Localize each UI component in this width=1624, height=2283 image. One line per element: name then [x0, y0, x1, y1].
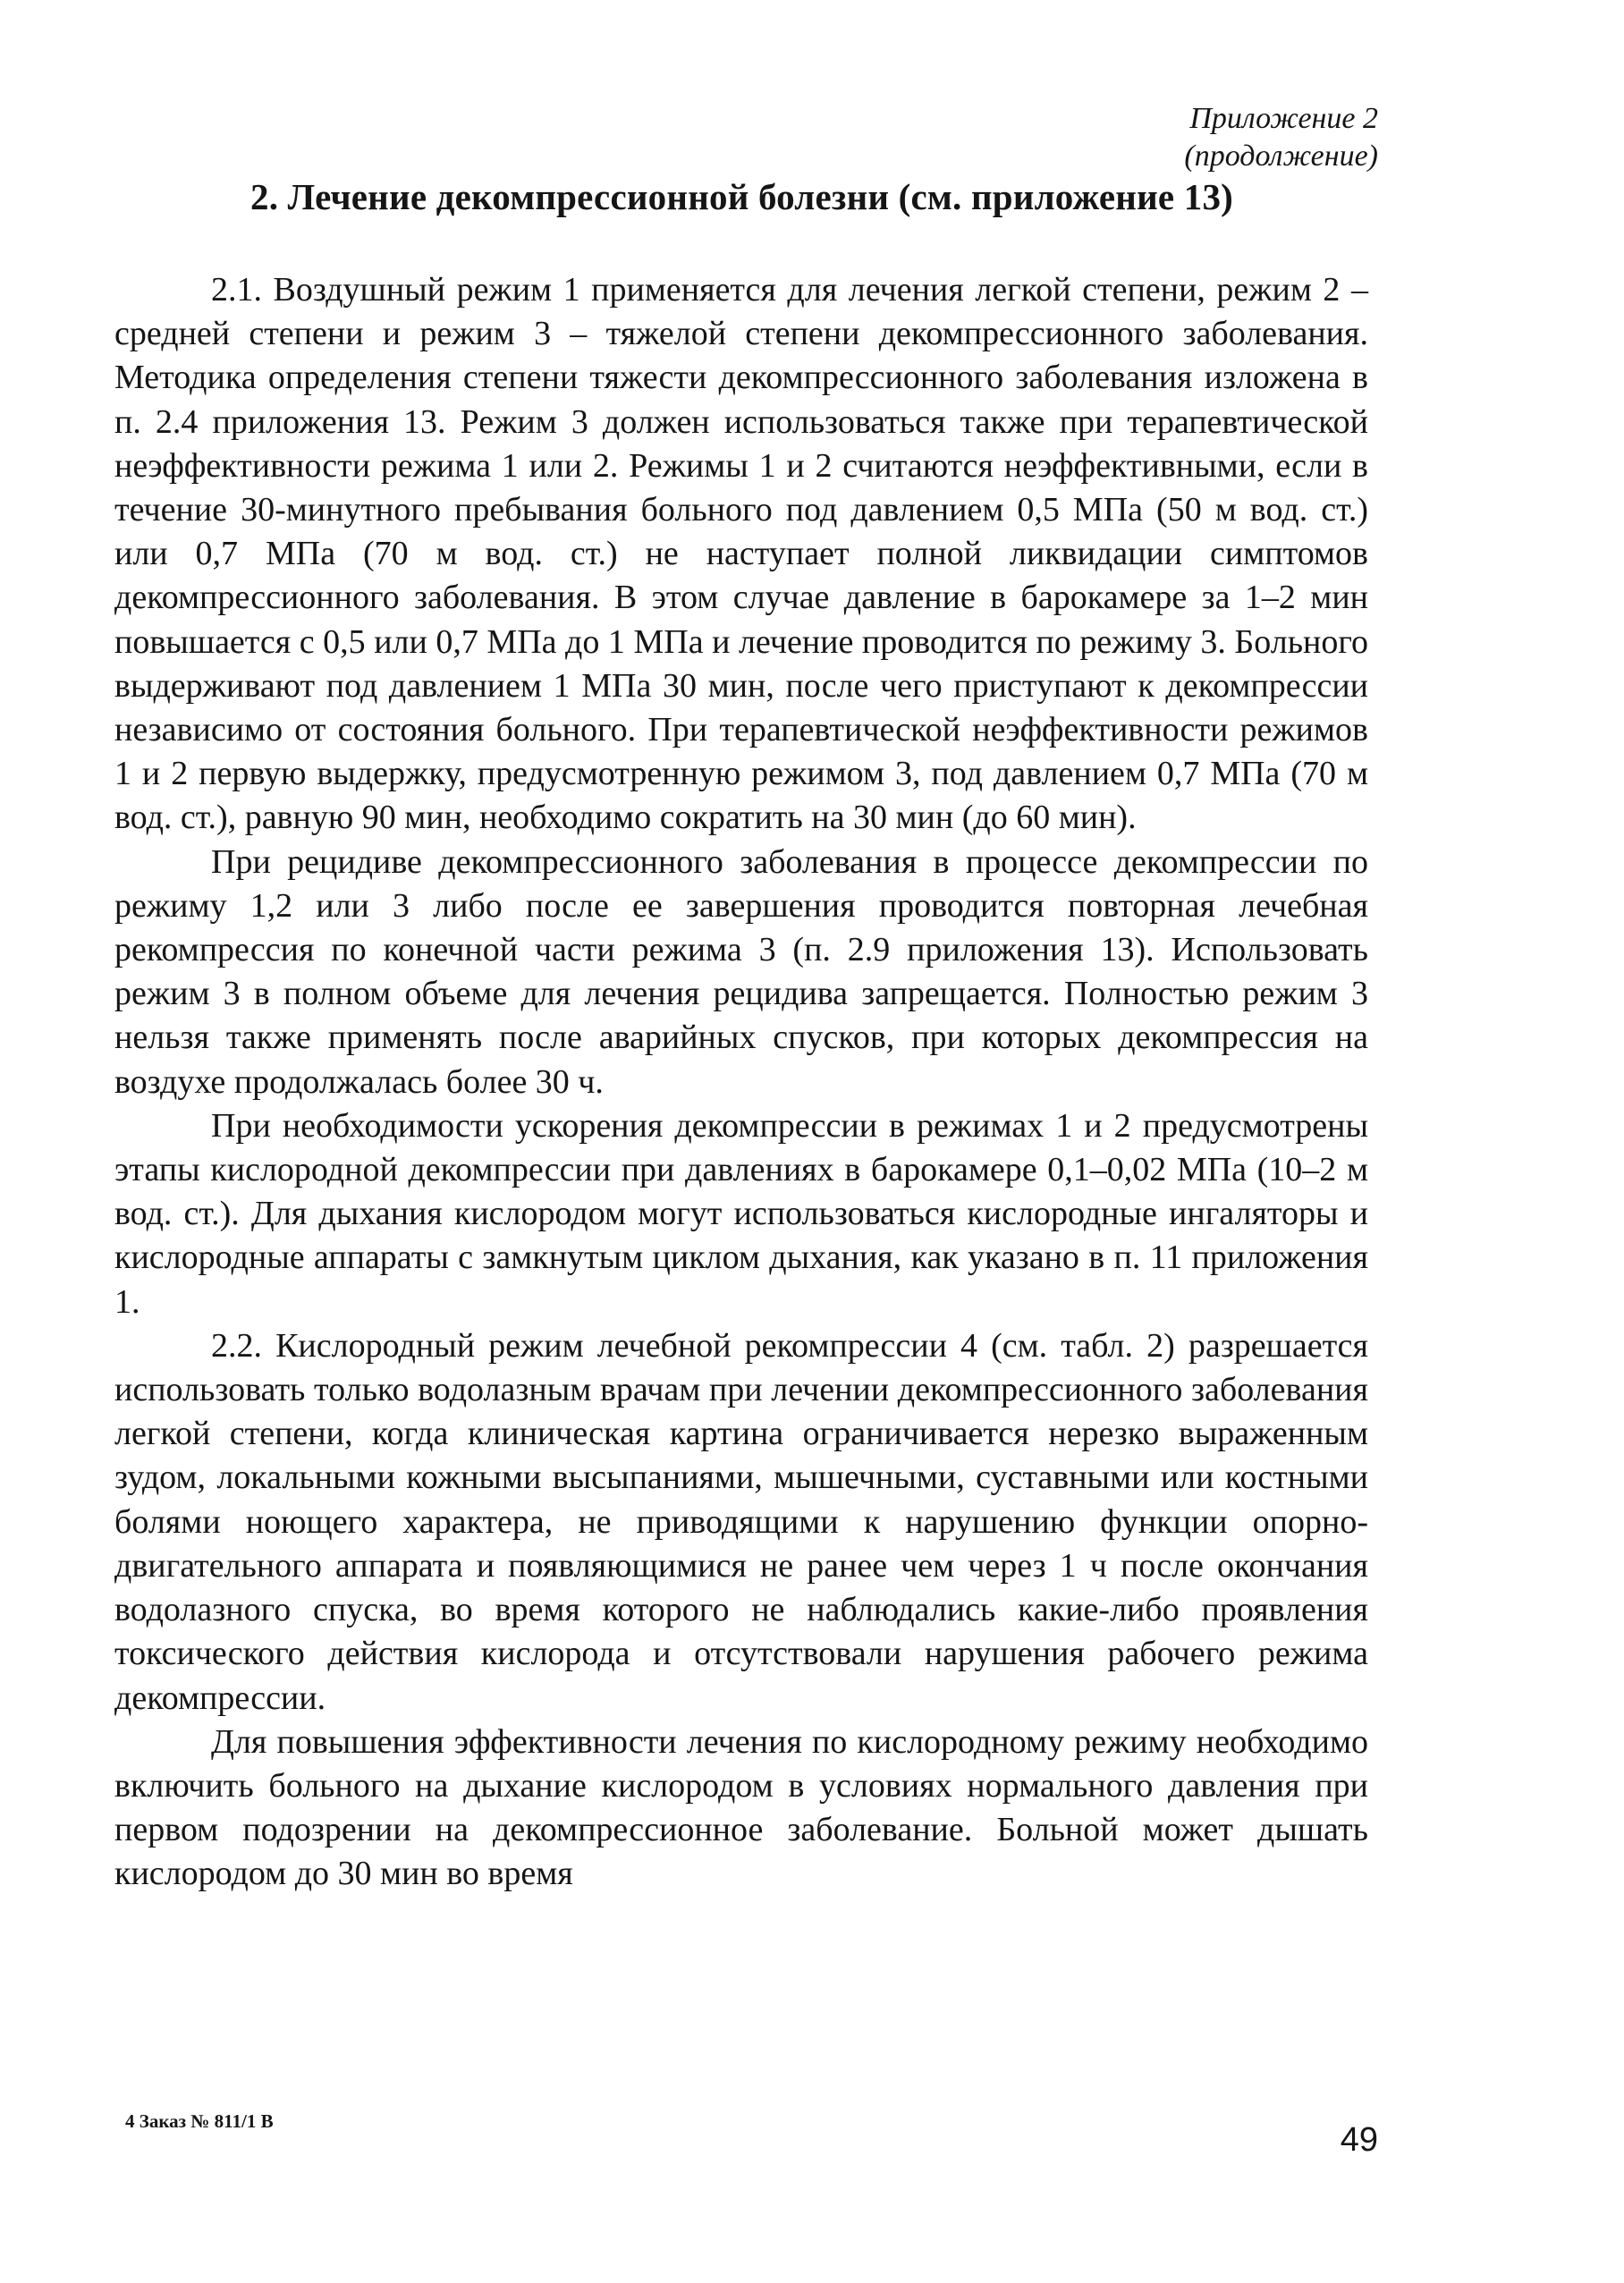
appendix-label: [1184, 100, 1378, 175]
paragraph: 2.2. Кислородный режим лечебной рекомпрессии 4 (см. табл. 2) разрешается использовать только водолазным врачам при лечении декомпрессионного заболевания легкой степени, когда клиническая картина ограничивается нерезко выраженным зудом, локальными кожными высыпаниями, мышечными, суставными или костными болями ноющего характера, не приводящими к нарушению функции опорно-двигательного аппарата и появляющимися не ранее чем через 1 ч после окончания водолазного спуска, во время которого не наблюдались какие-либо проявления токсического действия кислорода и отсутствовали нарушения рабочего режима декомпрессии.: [114, 1326, 1368, 1717]
page-number: 49: [1340, 2121, 1378, 2159]
footer-order-note: 4 Заказ № 811/1 В: [125, 2110, 274, 2132]
paragraph: 2.1. Воздушный режим 1 применяется для лечения легкой степени, режим 2 – средней степени и режим 3 – тяжелой степени декомпрессионного заболевания. Методика определения степени тяжести декомпрессионного заболевания изложена в п. 2.4 приложения 13. Режим 3 должен использоваться также при терапевтической неэффективности режима 1 или 2. Режимы 1 и 2 считаются неэффективными, если в течение 30-минутного пребывания больного под давлением 0,5 МПа (50 м вод. ст.) или 0,7 МПа (70 м вод. ст.) не наступает полной ликвидации симптомов декомпрессионного заболевания. В этом случае давление в барокамере за 1–2 мин повышается с 0,5 или 0,7 МПа до 1 МПа и лечение проводится по режиму 3. Больного выдерживают под давлением 1 МПа 30 мин, после чего приступают к декомпрессии независимо от состояния больного. При терапевтической неэффективности режимов 1 и 2 первую выдержку, предусмотренную режимом 3, под давлением 0,7 МПа (70 м вод. ст.), равную 90 мин, необходимо сократить на 30 мин (до 60 мин).: [114, 271, 1368, 837]
paragraph: При необходимости ускорения декомпрессии в режимах 1 и 2 предусмотрены этапы кислородной декомпрессии при давлениях в барокамере 0,1–0,02 МПа (10–2 м вод. ст.). Для дыхания кислородом могут использоваться кислородные ингаляторы и кислородные аппараты с замкнутым циклом дыхания, как указано в п. 11 приложения 1.: [114, 1106, 1368, 1321]
paragraph: Для повышения эффективности лечения по кислородному режиму необходимо включить больного на дыхание кислородом в условиях нормального давления при первом подозрении на декомпрессионное заболевание. Больной может дышать кислородом до 30 мин во время: [114, 1722, 1368, 1893]
appendix-label-title: Приложение 2: [1189, 102, 1378, 135]
paragraph: При рецидиве декомпрессионного заболевания в процессе декомпрессии по режиму 1,2 или 3 либо после ее завершения проводится повторная лечебная рекомпрессия по конечной части режима 3 (п. 2.9 приложения 13). Использовать режим 3 в полном объеме для лечения рецидива запрещается. Полностью режим 3 нельзя также применять после аварийных спусков, при которых декомпрессия на воздухе продолжалась более 30 ч.: [114, 842, 1368, 1101]
body-text: [114, 268, 1368, 1897]
appendix-label-continued: (продолжение): [1184, 140, 1378, 173]
section-title: 2. Лечение декомпрессионной болезни (см. приложение 13): [250, 176, 1234, 217]
